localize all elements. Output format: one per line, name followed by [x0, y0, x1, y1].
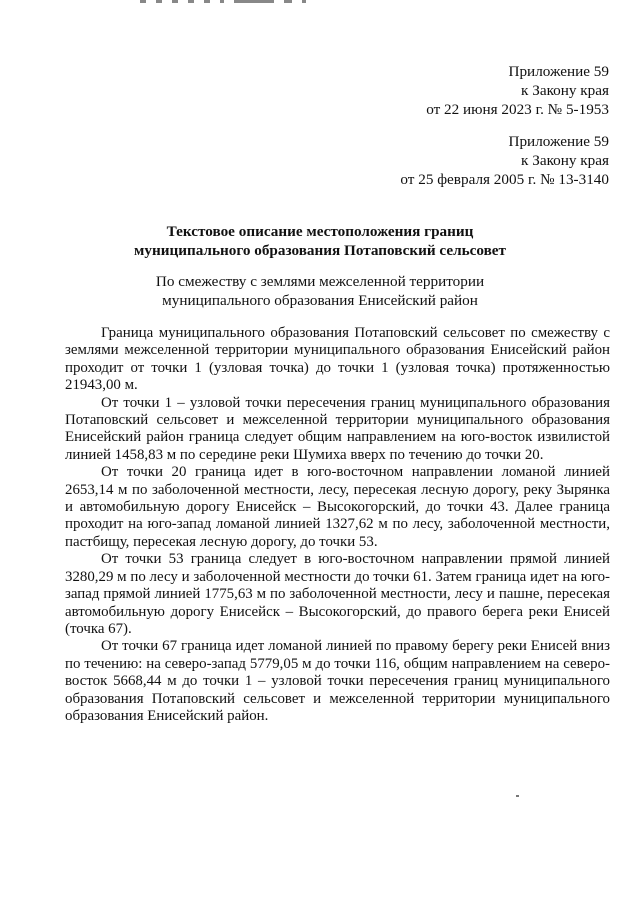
document-title-line-1: Текстовое описание местоположения границ — [166, 223, 474, 240]
appendix-original-law: к Закону края — [521, 152, 609, 169]
appendix-current-date: от 22 июня 2023 г. № 5-1953 — [426, 101, 609, 118]
document-body — [65, 325, 610, 725]
body-paragraph: От точки 67 граница идет ломаной линией по правому берегу реки Енисей вниз по течению: на северо-запад 5779,05 м до точки 116, общим направлением на северо-восток 5668,44 м до точки 1 – узловой точки пересечения границ муниципального образования Потаповский сельсовет и межселенной территории муниципального образования Енисейский район. — [65, 638, 610, 724]
section-subtitle-line-2: муниципального образования Енисейский район — [162, 292, 478, 309]
document-title-line-2: муниципального образования Потаповский сельсовет — [134, 242, 506, 259]
appendix-current-law: к Закону края — [521, 82, 609, 99]
body-paragraph: Граница муниципального образования Потаповский сельсовет по смежеству с землями межселенной территории муниципального образования Енисейский район проходит от точки 1 (узловая точка) до точки 1 (узловая точка) протяженностью 21943,00 м. — [65, 325, 610, 394]
appendix-current-header — [426, 62, 609, 119]
appendix-current-number: Приложение 59 — [508, 63, 609, 80]
scan-speck — [516, 795, 519, 797]
body-paragraph: От точки 53 граница следует в юго-восточном направлении прямой линией 3280,29 м по лесу и заболоченной местности до точки 61. Затем граница идет на юго-запад прямой линией 1775,63 м по заболоченной местности, лесу и пашне, пересекая автомобильную дорогу Енисейск – Высокогорский, до правого берега реки Енисей (точка 67). — [65, 551, 610, 637]
appendix-original-number: Приложение 59 — [508, 133, 609, 150]
section-subtitle — [90, 272, 550, 310]
appendix-original-header — [400, 132, 609, 189]
appendix-original-date: от 25 февраля 2005 г. № 13-3140 — [400, 171, 609, 188]
body-paragraph: От точки 1 – узловой точки пересечения границ муниципального образования Потаповский сельсовет и межселенной территории муниципального образования Енисейский район граница следует общим направлением на юго-восток извилистой линией 1458,83 м по середине реки Шумиха вверх по течению до точки 20. — [65, 394, 610, 463]
body-paragraph: От точки 20 граница идет в юго-восточном направлении ломаной линией 2653,14 м по заболоченной местности, лесу, пересекая лесную дорогу, реку Зырянка и автомобильную дорогу Енисейск – Высокогорский, до точки 43. Далее граница проходит на юго-запад ломаной линией 1327,62 м по лесу, заболоченной местности, пастбищу, пересекая лесную дорогу, до точки 53. — [65, 464, 610, 550]
scan-artifact-marks — [140, 0, 410, 4]
section-subtitle-line-1: По смежеству с землями межселенной территории — [155, 273, 485, 290]
document-title — [90, 222, 550, 260]
